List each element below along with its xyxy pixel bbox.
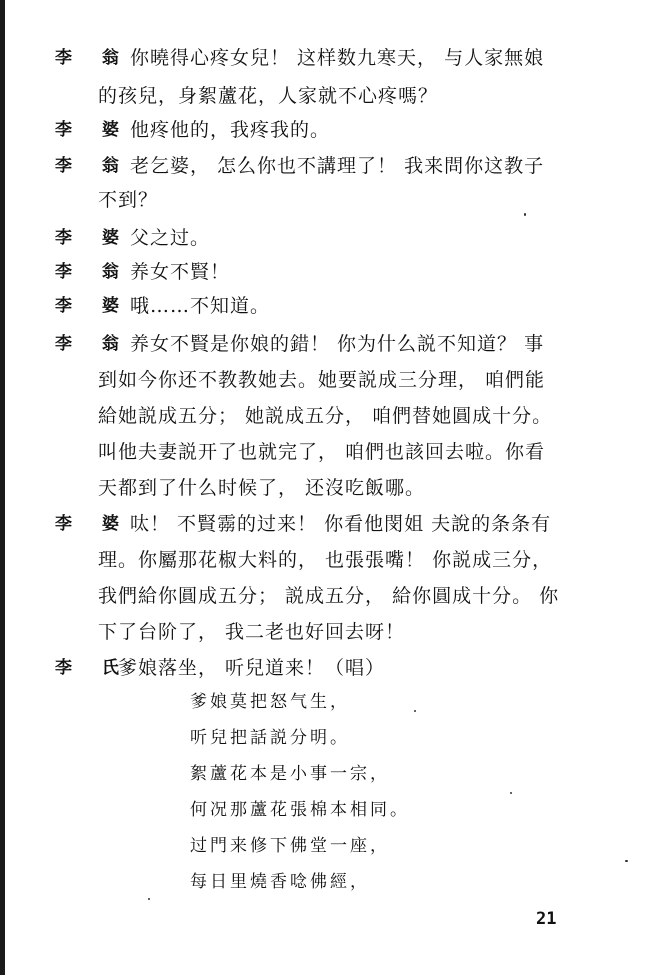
dialogue-text: 到如今你还不教教她去。她要説成三分理， 咱們能 — [98, 369, 546, 391]
scan-speck — [524, 213, 526, 216]
dialogue-text: 老乞婆， 怎么你也不講理了！ 我来問你这教子 — [130, 155, 545, 177]
dialogue-text: 哦……不知道。 — [130, 295, 271, 317]
verse-text: 何况那蘆花張棉本相同。 — [190, 800, 410, 820]
verse-text: 爹娘莫把怒气生， — [190, 692, 350, 712]
dialogue-text: 爹娘落坐， 听兒道来！（唱） — [118, 657, 386, 679]
dialogue-text: 呔！ 不賢霛的过来！ 你看他閔姐 夫說的条条有 — [130, 513, 552, 535]
dialogue-text: 父之过。 — [130, 227, 211, 249]
verse-text: 过門来修下佛堂一座， — [190, 836, 390, 856]
speaker-name: 李 婆 — [55, 296, 131, 316]
dialogue-text: 理。你屬那花椒大料的， 也張張嘴！ 你説成三分， — [98, 549, 553, 571]
speaker-name: 李 婆 — [55, 514, 131, 534]
scan-speck — [148, 898, 150, 900]
dialogue-text: 給她説成五分； 她説成五分， 咱們替她圓成十分。 — [98, 405, 553, 427]
dialogue-text: 下了台阶了， 我二老也好回去呀！ — [98, 621, 406, 643]
dialogue-text: 不到？ — [98, 189, 159, 211]
verse-text: 每日里燒香唸佛經， — [190, 872, 370, 892]
page-binding-edge — [0, 0, 5, 975]
page-number: 21 — [536, 909, 557, 929]
verse-text: 絮蘆花本是小事一宗， — [190, 764, 390, 784]
dialogue-text: 他疼他的，我疼我的。 — [130, 119, 331, 141]
dialogue-text: 养女不賢！ — [130, 261, 231, 283]
speaker-name: 李 氏 — [55, 658, 131, 678]
speaker-name: 李 婆 — [55, 120, 131, 140]
dialogue-text: 你曉得心疼女兒！ 这样数九寒天， 与人家無娘 — [130, 47, 545, 69]
dialogue-text: 的孩兒，身絮蘆花，人家就不心疼嗎？ — [98, 85, 439, 107]
scan-speck — [414, 710, 416, 712]
speaker-name: 李 翁 — [55, 48, 131, 68]
dialogue-text: 我們給你圓成五分； 説成五分， 給你圓成十分。 你 — [98, 585, 560, 607]
dialogue-text: 叫他夫妻説开了也就完了， 咱們也該回去啦。你看 — [98, 441, 546, 463]
speaker-name: 李 翁 — [55, 156, 131, 176]
scan-speck — [510, 792, 512, 794]
speaker-name: 李 婆 — [55, 228, 131, 248]
dialogue-text: 天都到了什么时候了， 还沒吃飯哪。 — [98, 477, 426, 499]
speaker-name: 李 翁 — [55, 262, 131, 282]
speaker-name: 李 翁 — [55, 334, 131, 354]
scan-speck — [625, 860, 628, 862]
verse-text: 听兒把話説分明。 — [190, 728, 350, 748]
dialogue-text: 养女不賢是你娘的錯！ 你为什么説不知道？ 事 — [130, 333, 545, 355]
